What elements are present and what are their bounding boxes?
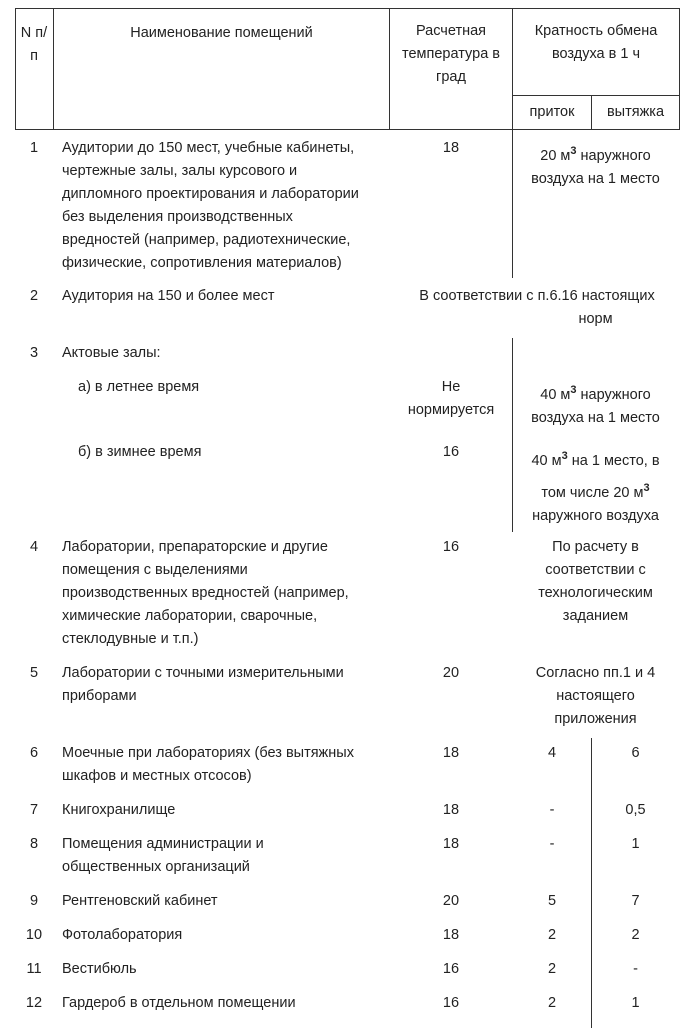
row-6-intake: 4 — [547, 745, 557, 761]
row-10-intake: 2 — [547, 927, 557, 943]
row-5-rate-line-2: настоящего — [556, 688, 635, 704]
row-8-num: 8 — [29, 836, 39, 852]
row-5-name-line-1: Лаборатории с точными измерительными — [62, 665, 344, 681]
row-10-name: Фотолаборатория — [62, 927, 183, 943]
header-intake: приток — [529, 104, 575, 120]
row-12-intake: 2 — [547, 995, 557, 1011]
row-7-name: Книгохранилище — [62, 802, 176, 818]
row-1-name-line-4: без выделения производственных — [62, 209, 293, 225]
row-7-exhaust: 0,5 — [625, 802, 646, 818]
row-3-temp-a-line-2: нормируется — [407, 402, 495, 418]
row-7-temp: 18 — [442, 802, 460, 818]
row-4-rate-line-3: технологическим — [538, 585, 653, 601]
row-4-name-line-2: помещения с выделениями — [62, 562, 248, 578]
row-8-temp: 18 — [442, 836, 460, 852]
row-9-exhaust: 7 — [631, 893, 640, 909]
row-6-exhaust: 6 — [631, 745, 640, 761]
row-5-rate-line-3: приложения — [554, 711, 637, 727]
row-4-temp: 16 — [442, 539, 460, 555]
row-8-name-line-1: Помещения администрации и — [62, 836, 264, 852]
row-12-name: Гардероб в отдельном помещении — [62, 995, 296, 1011]
row-1-name-line-3: дипломного проектирования и лаборатории — [62, 186, 359, 202]
row-10-num: 10 — [25, 927, 43, 943]
row-7-intake: - — [549, 802, 555, 818]
row-11-exhaust: - — [633, 961, 638, 977]
row-2-span-line-2: норм — [578, 311, 613, 327]
row-4-rate-line-4: заданием — [562, 608, 629, 624]
row-1-rate-line-2: воздуха на 1 место — [531, 171, 660, 187]
row-3-temp-a-line-1: Не — [441, 379, 461, 395]
row-4-num: 4 — [29, 539, 39, 555]
header-rate: Кратность обмена воздуха в 1 ч — [534, 23, 658, 62]
row-1-num: 1 — [29, 140, 39, 156]
row-6-num: 6 — [29, 745, 39, 761]
row-11-num: 11 — [26, 961, 42, 977]
row-3-sub-b: б) в зимнее время — [78, 444, 202, 460]
row-3-name: Актовые залы: — [62, 345, 161, 361]
row-4-name-line-4: химические лаборатории, сварочные, — [62, 608, 318, 624]
row-3-sub-a: а) в летнее время — [78, 379, 200, 395]
row-11-intake: 2 — [547, 961, 557, 977]
row-1-name-line-2: чертежные залы, залы курсового и — [62, 163, 298, 179]
row-6-name-line-1: Моечные при лабораториях (без вытяжных — [62, 745, 354, 761]
row-7-num: 7 — [29, 802, 39, 818]
row-8-intake: - — [549, 836, 555, 852]
row-1-rate-line-1: 20 $м^3$ наружного — [540, 145, 651, 164]
row-5-rate-line-1: Согласно пп.1 и 4 — [535, 665, 656, 681]
row-4-rate-line-2: соответствии с — [545, 562, 646, 578]
row-9-intake: 5 — [547, 893, 557, 909]
row-11-temp: 16 — [442, 961, 460, 977]
row-3-temp-b: 16 — [442, 444, 460, 460]
row-11-name: Вестибюль — [62, 961, 137, 977]
row-1-name-line-5: вредностей (например, радиотехнические, — [62, 232, 351, 248]
header-exhaust: вытяжка — [606, 104, 665, 120]
row-12-num: 12 — [25, 995, 43, 1011]
row-4-rate-line-1: По расчету в — [552, 539, 639, 555]
row-6-name-line-2: шкафов и местных отсосов) — [62, 768, 252, 784]
row-5-name-line-2: приборами — [62, 688, 137, 704]
border-num-name — [53, 8, 54, 130]
border-name-temp — [389, 8, 390, 130]
header-name: Наименование помещений — [130, 25, 313, 41]
header-bottom-border — [15, 129, 679, 130]
body-divider-intake-exhaust — [591, 738, 592, 1028]
row-10-temp: 18 — [442, 927, 460, 943]
row-9-name: Рентгеновский кабинет — [62, 893, 218, 909]
row-6-temp: 18 — [442, 745, 460, 761]
row-8-name-line-2: общественных организаций — [62, 859, 250, 875]
border-left — [15, 8, 16, 130]
row-12-temp: 16 — [442, 995, 460, 1011]
row-3-num: 3 — [29, 345, 39, 361]
row-2-num: 2 — [29, 288, 39, 304]
row-3-rate-a-line-2: воздуха на 1 место — [531, 410, 660, 426]
row-1-name-line-6: физические, сопротивления материалов) — [62, 255, 342, 271]
row-5-temp: 20 — [442, 665, 460, 681]
row-1-name-line-1: Аудитории до 150 мест, учебные кабинеты, — [62, 140, 355, 156]
row-2-span-line-1: В соответствии с п.6.16 настоящих — [419, 288, 655, 304]
row-5-num: 5 — [29, 665, 39, 681]
header-temp: Расчетная температура в град — [402, 23, 500, 85]
row-4-name-line-5: стеклодувные и т.п.) — [62, 631, 199, 647]
row-2-name: Аудитория на 150 и более мест — [62, 288, 275, 304]
row-9-temp: 20 — [442, 893, 460, 909]
row-3-rate-b-line-1: 40 $м^3$ на 1 место, в — [531, 450, 660, 469]
row-12-exhaust: 1 — [631, 995, 640, 1011]
row-10-exhaust: 2 — [631, 927, 640, 943]
border-right — [679, 8, 680, 130]
row-3-rate-b-line-2: том числе 20 $м^3$ — [541, 482, 650, 501]
row-9-num: 9 — [29, 893, 39, 909]
header-num: N п/п — [20, 25, 48, 64]
header-rate-divider — [512, 95, 679, 96]
table-top-border — [15, 8, 679, 9]
row-3-rate-a-line-1: 40 $м^3$ наружного — [540, 384, 651, 403]
row-1-temp: 18 — [442, 140, 460, 156]
row-8-exhaust: 1 — [631, 836, 640, 852]
row-4-name-line-3: производственных вредностей (например, — [62, 585, 349, 601]
row-4-name-line-1: Лаборатории, препараторские и другие — [62, 539, 328, 555]
row-3-rate-b-line-3: наружного воздуха — [532, 508, 659, 524]
